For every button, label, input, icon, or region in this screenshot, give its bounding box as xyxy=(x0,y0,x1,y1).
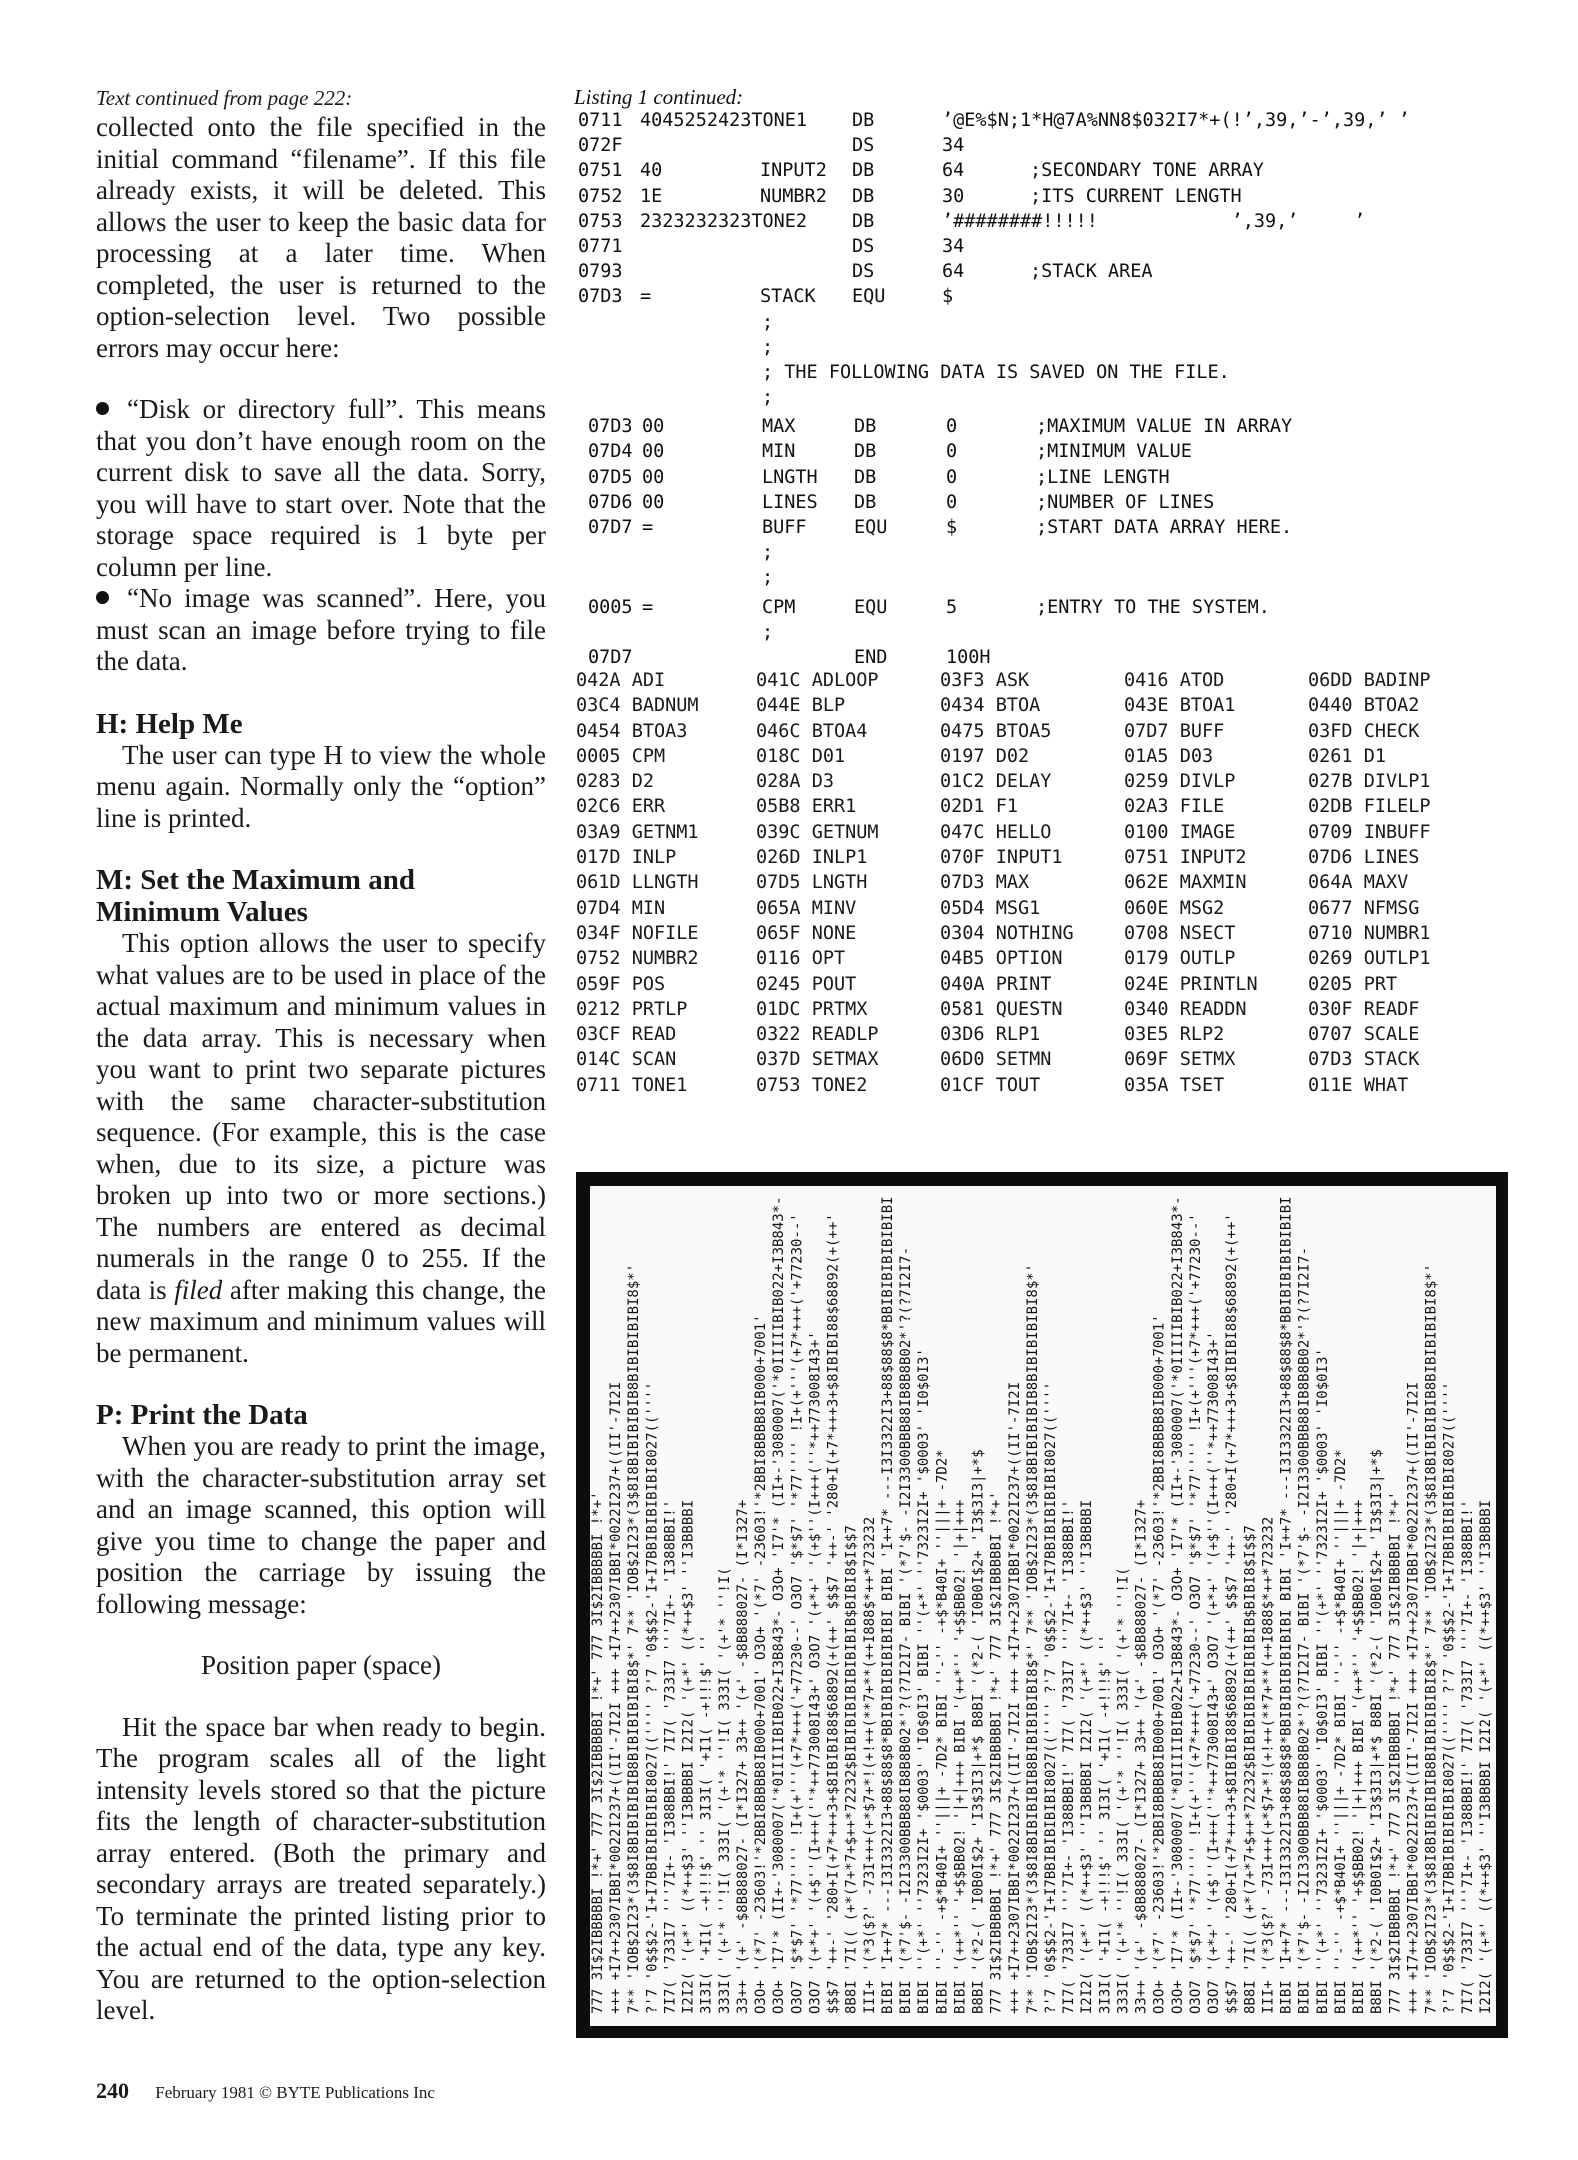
symbol-entry: 0261 D1 xyxy=(1308,745,1386,767)
bullet-icon xyxy=(96,402,109,415)
listing-op: DS xyxy=(852,235,875,257)
listing-arg: $ xyxy=(942,286,954,308)
symbol-entry: 064A MAXV xyxy=(1308,872,1409,894)
heading-set-max-min: M: Set the Maximum and Minimum Values xyxy=(96,864,415,928)
listing-cmt: ;START DATA ARRAY HERE. xyxy=(1036,517,1293,538)
listing-row xyxy=(576,517,1506,542)
printout-line: O3O7 '$*$7' '*77'''' !I+(+'''(+7*+++('+77230--' O3O7 '$*$7' '*77'''' !I+(+'''(+7*+++('+77230--' xyxy=(1187,1213,1204,2014)
printout-line: BIBI ''-'' -+$*B40I+ ''|||+ -7D2* BIBI ''-'' -+$*B40I+ ''|||+ -7D2* xyxy=(1332,1449,1349,2014)
paragraph-set-max-min-b: after making this change, the new maximum and minimum values will be permanent. xyxy=(96,1274,546,1368)
printout-line: BIBI '(*7'$- -I2I3300BBB88IB8B8B02*'?(?7I2I7- BIBI '(*7'$- -I2I3300BBB88IB8B8B02*'?(?7I2I7- xyxy=(1296,1246,1313,2014)
printout-line: 7** 'IOB$2I23*(3$8I8BIBIBIBIB8BIBIBIBIBI8$*' 7** 'IOB$2I23*(3$8I8BIBIBIBIB8BIBIBIBIBI8$*' xyxy=(1024,1263,1041,2014)
listing-arg: 34 xyxy=(942,235,965,257)
printout-line: BIBI ''-'' -+$*B40I+ ''|||+ -7D2* BIBI ''-'' -+$*B40I+ ''|||+ -7D2* xyxy=(934,1449,951,2014)
symbol-row xyxy=(576,872,1536,897)
symbol-entry: 069F SETMX xyxy=(1124,1049,1236,1071)
symbol-entry: 07D6 LINES xyxy=(1308,847,1420,869)
symbol-entry: 0454 BTOA3 xyxy=(576,720,688,742)
arg: 100H xyxy=(946,646,991,668)
symbol-entry: 07D7 BUFF xyxy=(1124,720,1225,742)
symbol-entry: 024E PRINTLN xyxy=(1124,973,1258,995)
printout-line: ?'7 '0$$$2-'I+I7BBIBIBIBIBI8027(('''' ?'7 '0$$$2-'I+I7BBIBIBIBIBI8027(('''' xyxy=(644,1381,661,2014)
semicolon: ; xyxy=(762,387,774,409)
printout-line: +++ +I7++2307IBBI*0022I237+((II'-7I2I +++ +I7++2307IBBI*0022I237+((II'-7I2I xyxy=(1006,1381,1023,2014)
continued-note: Text continued from page 222: xyxy=(96,86,353,110)
symbol-entry: 061D LLNGTH xyxy=(576,872,699,894)
page-footer xyxy=(96,2078,435,2104)
printout-line: 3I3I( '+I1( -+!!!$' '' 3I3I( '+I1( -+!!!$' '' xyxy=(698,1634,715,2014)
printout-line: BIBI '(*7'$- -I2I3300BBB88IB8B8B02*'?(?7I2I7- BIBI '(*7'$- -I2I3300BBB88IB8B8B02*'?(?7I2I7- xyxy=(898,1246,915,2014)
cmt: ;ENTRY TO THE SYSTEM. xyxy=(1036,596,1270,618)
printout-line: 777 3I$2IBBBBBI !*+' 777 3I$2IBBBBBI !*+' 777 3I$2IBBBBBI !*+' xyxy=(988,1491,1005,2014)
listing-op: EQU xyxy=(854,517,888,538)
semicolon: ; xyxy=(762,311,774,333)
printout-line: BIBI '(++*'' '+$$BB02! '|+|+++ BIBI '(++*'' '+$$BB02! '|+|+++ xyxy=(952,1499,969,2014)
listing-obj: 4045252423TONE1 xyxy=(640,110,808,131)
listing-label: NUMBR2 xyxy=(760,185,827,207)
symbol-entry: 0259 DIVLP xyxy=(1124,771,1236,793)
printout-line: III+ '(*3($?' -73I+++(+*$7+*!(+!++(**7+**(++I888$*++*723232 xyxy=(861,1516,878,2014)
symbol-entry: 042A ADI xyxy=(576,670,666,691)
printout-line: O3O7 '(+*+' '(+$''(I+++(''*++773008I43+' O3O7 '(+*+' '(+$''(I+++(''*++773008I43+' xyxy=(807,1331,824,2014)
symbol-entry: 06DD BADINP xyxy=(1308,670,1431,691)
semicolon: ; xyxy=(762,567,774,589)
listing-row xyxy=(576,135,1506,160)
code-listing xyxy=(576,84,1506,672)
symbol-entry: 02C6 ERR xyxy=(576,796,666,818)
listing-cmt: ;MINIMUM VALUE xyxy=(1036,441,1192,463)
listing-arg: 0 xyxy=(946,441,958,463)
symbol-entry: 046C BTOA4 xyxy=(756,720,868,742)
symbol-entry: 02DB FILELP xyxy=(1308,796,1431,818)
listing-obj: 00 xyxy=(642,441,665,463)
printout-line: 8B8I '7I(( (+*(7+*7+$++*72232$BIBIBIBIBIBIBIBIB$BIBI8$I$$7 xyxy=(1242,1525,1259,2014)
bullet-disk-full xyxy=(96,394,546,583)
listing-row xyxy=(576,416,1506,441)
semicolon: ; xyxy=(762,621,774,643)
printout-line: O3O+ '(*7' -23603!'*2BBI8BBBB8IB000+7001' O3O+ '(*7' -23603!'*2BBI8BBBB8IB000+7001' xyxy=(1151,1314,1168,2014)
symbol-entry: 027B DIVLP1 xyxy=(1308,771,1431,793)
symbol-entry: 035A TSET xyxy=(1124,1074,1225,1096)
article-text-column xyxy=(96,84,546,2027)
printout-line: BIBI 'I++7* ---I3I3322I3+88$88$8*BBIBIBIBIBIBIBI BIBI 'I++7* ---I3I3322I3+88$88$8*BBIBIBIBIBIBIBI xyxy=(879,1196,896,2014)
symbol-entry: 0245 POUT xyxy=(756,973,857,995)
printout-line: III+ '(*3($?' -73I+++(+*$7+*!(+!++(**7+**(++I888$*++*723232 xyxy=(1260,1516,1277,2014)
printout-line: O3O7 '(+*+' '(+$''(I+++(''*++773008I43+' O3O7 '(+*+' '(+$''(I+++(''*++773008I43+' xyxy=(1206,1331,1223,2014)
heading-print-data: P: Print the Data xyxy=(96,1399,308,1431)
listing-cmt: ;MAXIMUM VALUE IN ARRAY xyxy=(1036,416,1293,438)
symbol-entry: 05B8 ERR1 xyxy=(756,796,857,818)
printout-line: O3O7 '$*$7' '*77'''' !I+(+'''(+7*+++('+77230--' O3O7 '$*$7' '*77'''' !I+(+'''(+7*+++('+77230--' xyxy=(789,1213,806,2014)
symbol-entry: 01A5 D03 xyxy=(1124,745,1214,767)
symbol-entry: 0205 PRT xyxy=(1308,973,1398,995)
addr: 0005 xyxy=(588,596,633,618)
printout-line: 7I7( '733I7 '''7I+- 'I388BBI!' 7I7( '733I7 '''7I+- 'I388BBI!' xyxy=(1459,1499,1476,2014)
symbol-entry: 06D0 SETMN xyxy=(940,1049,1052,1071)
listing-arg: ’@E%$N;1*H@7A%NN8$032I7*+(!’,39,’-’,39,’ ’ xyxy=(942,110,1410,131)
symbol-entry: 07D3 STACK xyxy=(1308,1049,1420,1071)
printout-line: B8BI '(*2-( 'I0B0I$2+ 'I3$3I3|+*$ B8BI '(*2-( 'I0B0I$2+ 'I3$3I3|+*$ xyxy=(1369,1449,1386,2014)
symbol-entry: 011E WHAT xyxy=(1308,1074,1409,1096)
printout-line: I2I2( '(+*' ((*++$3' ''I3BBBBI I2I2( '(+*' ((*++$3' ''I3BBBBI xyxy=(1477,1499,1494,2014)
symbol-entry: 03C4 BADNUM xyxy=(576,695,699,717)
printout-line: 7I7( '733I7 '''7I+- 'I388BBI!' 7I7( '733I7 '''7I+- 'I388BBI!' xyxy=(1061,1499,1078,2014)
listing-addr: 072F xyxy=(578,135,623,157)
listing-addr: 0752 xyxy=(578,185,623,207)
symbol-table xyxy=(576,670,1536,1100)
listing-arg: 0 xyxy=(946,491,958,513)
listing-addr: 07D7 xyxy=(588,517,633,538)
listing-arg: 0 xyxy=(946,466,958,488)
printout-line: B8BI '(*2-( 'I0B0I$2+ 'I3$3I3|+*$ B8BI '(*2-( 'I0B0I$2+ 'I3$3I3|+*$ xyxy=(970,1449,987,2014)
symbol-entry: 05D4 MSG1 xyxy=(940,897,1041,919)
paragraph-print: When you are ready to print the image, with the character-substitution array set and an image scanned, this option will give you time to change the paper and position the carriage by issuing the following message: xyxy=(96,1431,546,1619)
listing-semicolon xyxy=(576,542,1506,567)
symbol-entry: 0709 INBUFF xyxy=(1308,821,1431,843)
listing-label: BUFF xyxy=(762,517,807,538)
listing-label: LINES xyxy=(762,491,818,513)
printout-line: I2I2( '(+*' ((*++$3' ''I3BBBBI I2I2( '(+*' ((*++$3' ''I3BBBBI xyxy=(1079,1499,1096,2014)
symbol-row xyxy=(576,974,1536,999)
symbol-entry: 0711 TONE1 xyxy=(576,1074,688,1096)
printout-line: 33++ '(+' -$8B888027- (I*I327+ 33++ '(+' -$8B888027- (I*I327+ xyxy=(734,1499,751,2014)
bullet-disk-full-text: “Disk or directory full”. This means that you don’t have enough room on the current disk to save all the data. Sorry, you will have to start over. Note that the storage space required is 1 byte per column per line. xyxy=(96,394,546,582)
listing-cmt: ;ITS CURRENT LENGTH xyxy=(1030,185,1242,207)
symbol-entry: 062E MAXMIN xyxy=(1124,872,1247,894)
symbol-entry: 0751 INPUT2 xyxy=(1124,847,1247,869)
symbol-entry: 03F3 ASK xyxy=(940,670,1030,691)
listing-data-rows xyxy=(576,416,1506,542)
listing-end-row xyxy=(576,647,1506,672)
printout-line: 777 3I$2IBBBBBI !*+' 777 3I$2IBBBBBI !*+' 777 3I$2IBBBBBI !*+' xyxy=(590,1491,606,2014)
symbol-entry: 0100 IMAGE xyxy=(1124,821,1236,843)
listing-semicolon xyxy=(576,622,1506,647)
symbol-row xyxy=(576,1024,1536,1049)
listing-obj: = xyxy=(640,286,652,308)
semicolon: ; xyxy=(762,336,774,358)
printout-line: 3I3I( '+I1( -+!!!$' '' 3I3I( '+I1( -+!!!$' '' xyxy=(1097,1634,1114,2014)
listing-op: DB xyxy=(852,185,875,207)
printout-line: BIBI 'I++7* ---I3I3322I3+88$88$8*BBIBIBIBIBIBIBI BIBI 'I++7* ---I3I3322I3+88$88$8*BBIBIBIBIBIBIBI xyxy=(1278,1196,1295,2014)
symbol-entry: 0179 OUTLP xyxy=(1124,948,1236,970)
symbol-entry: 0005 CPM xyxy=(576,745,666,767)
symbol-entry: 0581 QUESTN xyxy=(940,998,1063,1020)
listing-label: MAX xyxy=(762,416,796,438)
symbol-row xyxy=(576,771,1536,796)
bullet-icon xyxy=(96,591,109,604)
symbol-entry: 03A9 GETNM1 xyxy=(576,821,699,843)
symbol-entry: 0322 READLP xyxy=(756,1024,879,1046)
printout-line: 7** 'IOB$2I23*(3$8I8BIBIBIBIB8BIBIBIBIBI8$*' 7** 'IOB$2I23*(3$8I8BIBIBIBIB8BIBIBIBIBI8$*' xyxy=(1423,1263,1440,2014)
listing-row xyxy=(576,236,1506,261)
symbol-entry: 070F INPUT1 xyxy=(940,847,1063,869)
character-picture-printout xyxy=(576,1172,1508,2038)
printout-line: 7I7( '733I7 '''7I+- 'I388BBI!' 7I7( '733I7 '''7I+- 'I388BBI!' xyxy=(662,1499,679,2014)
listing-comment xyxy=(576,362,1506,387)
listing-addr: 07D3 xyxy=(578,286,623,308)
listing-arg: 64 xyxy=(942,261,965,283)
listing-row xyxy=(576,211,1506,236)
printout-line: BIBI '(++*'' '+$$BB02! '|+|+++ BIBI '(++*'' '+$$BB02! '|+|+++ xyxy=(1351,1499,1368,2014)
symbol-entry: 065F NONE xyxy=(756,922,857,944)
addr: 07D7 xyxy=(588,646,633,668)
op: EQU xyxy=(854,596,888,618)
symbol-entry: 04B5 OPTION xyxy=(940,948,1063,970)
listing-arg: 0 xyxy=(946,416,958,438)
printout-line: 777 3I$2IBBBBBI !*+' 777 3I$2IBBBBBI !*+' 777 3I$2IBBBBBI !*+' xyxy=(1387,1491,1404,2014)
listing-addr: 0711 xyxy=(578,110,623,131)
semicolon: ; xyxy=(762,542,774,564)
listing-semicolon xyxy=(576,567,1506,592)
symbol-entry: 026D INLP1 xyxy=(756,847,868,869)
symbol-entry: 0677 NFMSG xyxy=(1308,897,1420,919)
symbol-row xyxy=(576,695,1536,720)
printout-line: 333I( '(+'* ''!I( 333I( '(+'* ''!I( 333I( '(+'* ''!I( xyxy=(1115,1567,1132,2014)
printout-line: 333I( '(+'* ''!I( 333I( '(+'* ''!I( 333I( '(+'* ''!I( xyxy=(716,1567,733,2014)
printout-characters xyxy=(590,1186,1496,2026)
symbol-entry: 044E BLP xyxy=(756,695,846,717)
listing-label: MIN xyxy=(762,441,796,463)
listing-cmt: ;LINE LENGTH xyxy=(1036,466,1170,488)
symbol-entry: 014C SCAN xyxy=(576,1049,677,1071)
symbol-entry: 01C2 DELAY xyxy=(940,771,1052,793)
printout-line: 7** 'IOB$2I23*(3$8I8BIBIBIBIB8BIBIBIBIBI8$*' 7** 'IOB$2I23*(3$8I8BIBIBIBIB8BIBIBIBIBI8$*' xyxy=(626,1263,643,2014)
listing-label: STACK xyxy=(760,286,816,308)
listing-obj: 2323232323TONE2 xyxy=(640,210,808,232)
printout-line: +++ +I7++2307IBBI*0022I237+((II'-7I2I +++ +I7++2307IBBI*0022I237+((II'-7I2I xyxy=(608,1381,625,2014)
symbol-entry: 060E MSG2 xyxy=(1124,897,1225,919)
printout-line: ?'7 '0$$$2-'I+I7BBIBIBIBIBI8027(('''' ?'7 '0$$$2-'I+I7BBIBIBIBIBI8027(('''' xyxy=(1441,1381,1458,2014)
paragraph-help: The user can type H to view the whole menu again. Normally only the “option” line is printed. xyxy=(96,739,546,833)
printout-line: $$$7 '++-' '280+I(+7*+++3+$8IBIBI88$68892(+(++' $$$7 '++-' '280+I(+7*+++3+$8IBIBI88$68892(+(++' xyxy=(1224,1213,1241,2014)
printout-line: BIBI ''(+*' ''7323I2I+ '$0003' 'I0$0I3' BIBI ''(+*' ''7323I2I+ '$0003' 'I0$0I3' xyxy=(916,1348,933,2014)
listing-addr: 0753 xyxy=(578,210,623,232)
printout-line: 8B8I '7I(( (+*(7+*7+$++*72232$BIBIBIBIBIBIBIBIB$BIBI8$I$$7 xyxy=(843,1525,860,2014)
symbol-entry: 041C ADLOOP xyxy=(756,670,879,691)
symbol-row xyxy=(576,796,1536,821)
listing-addr: 07D5 xyxy=(588,466,633,488)
listing-arg: $ xyxy=(946,517,958,538)
paragraph-set-max-min-emphasis: filed xyxy=(174,1274,223,1305)
footer-credit: February 1981 © BYTE Publications Inc xyxy=(155,2083,435,2102)
listing-obj: 00 xyxy=(642,416,665,438)
printout-line: +++ +I7++2307IBBI*0022I237+((II'-7I2I +++ +I7++2307IBBI*0022I237+((II'-7I2I xyxy=(1405,1381,1422,2014)
symbol-entry: 0707 SCALE xyxy=(1308,1024,1420,1046)
symbol-entry: 043E BTOA1 xyxy=(1124,695,1236,717)
paragraph-set-max-min-a: This option allows the user to specify what values are to be used in place of the actual maximum and minimum values in the data array. This is necessary when you want to print two separate pictures with the same character-substitution sequence. (For example, this is the case when, due to its size, a picture was broken up into two or more sections.) The numbers are entered as decimal numerals in the range 0 to 255. If the data is xyxy=(96,928,546,1305)
symbol-entry: 030F READF xyxy=(1308,998,1420,1020)
symbol-entry: 0752 NUMBR2 xyxy=(576,948,699,970)
symbol-entry: 0116 OPT xyxy=(756,948,846,970)
symbol-entry: 0304 NOTHING xyxy=(940,922,1074,944)
listing-top-rows xyxy=(576,110,1506,312)
listing-row xyxy=(576,261,1506,286)
listing-cpm-row xyxy=(576,597,1506,622)
listing-cmt: ;SECONDARY TONE ARRAY xyxy=(1030,160,1264,182)
listing-semicolon xyxy=(576,337,1506,362)
op: END xyxy=(854,646,888,668)
printout-line: O3O+ 'I7'* (II+-'3080007('*0IIIIIBIB022+I3B843*- O3O+ 'I7'* (II+-'3080007('*0IIIIIBIB022+I3B843*- xyxy=(1169,1196,1186,2014)
listing-obj: 40 xyxy=(640,160,663,182)
printout-line: O3O+ '(*7' -23603!'*2BBI8BBBB8IB000+7001' O3O+ '(*7' -23603!'*2BBI8BBBB8IB000+7001' xyxy=(753,1314,770,2014)
listing-arg: ’########!!!!! ’,39,’ ’ xyxy=(942,210,1366,232)
symbol-row xyxy=(576,999,1536,1024)
listing-addr: 07D6 xyxy=(588,491,633,513)
listing-cmt: ;NUMBER OF LINES xyxy=(1036,491,1215,513)
symbol-entry: 07D4 MIN xyxy=(576,897,666,919)
symbol-entry: 034F NOFILE xyxy=(576,922,699,944)
printout-paper xyxy=(590,1186,1496,2026)
symbol-entry: 065A MINV xyxy=(756,897,857,919)
printout-line: I2I2( '(+*' ((*++$3' ''I3BBBBI I2I2( '(+*' ((*++$3' ''I3BBBBI xyxy=(680,1499,697,2014)
bullet-no-image xyxy=(96,583,546,678)
listing-label: INPUT2 xyxy=(760,160,827,182)
symbol-entry: 0340 READDN xyxy=(1124,998,1247,1020)
symbol-row xyxy=(576,670,1536,695)
listing-arg: 30 xyxy=(942,185,965,207)
symbol-row xyxy=(576,822,1536,847)
paragraph-print-final: Hit the space bar when ready to begin. The program scales all of the light intensity levels stored so that the picture fits the length of character-substitution array entered. (Both the primary and secondary arrays are treated separately.) To terminate the printed listing prior to the actual end of the data, type any key. You are returned to the option-selection level. xyxy=(96,1711,546,2025)
arg: 5 xyxy=(946,596,958,618)
symbol-entry: 03FD CHECK xyxy=(1308,720,1420,742)
listing-addr: 07D3 xyxy=(588,416,633,438)
symbol-entry: 0269 OUTLP1 xyxy=(1308,948,1431,970)
listing-row xyxy=(576,492,1506,517)
label: CPM xyxy=(762,596,796,618)
symbol-entry: 01DC PRTMX xyxy=(756,998,868,1020)
symbol-entry: 059F POS xyxy=(576,973,666,995)
symbol-entry: 047C HELLO xyxy=(940,821,1052,843)
symbol-entry: 02A3 FILE xyxy=(1124,796,1225,818)
obj: = xyxy=(642,596,654,618)
symbol-entry: 0212 PRTLP xyxy=(576,998,688,1020)
listing-addr: 0751 xyxy=(578,160,623,182)
listing-title: Listing 1 continued: xyxy=(574,85,744,109)
symbol-entry: 0197 D02 xyxy=(940,745,1030,767)
printout-line: ?'7 '0$$$2-'I+I7BBIBIBIBIBI8027(('''' ?'7 '0$$$2-'I+I7BBIBIBIBIBI8027(('''' xyxy=(1043,1381,1059,2014)
listing-row xyxy=(576,186,1506,211)
symbol-row xyxy=(576,1049,1536,1074)
symbol-entry: 0710 NUMBR1 xyxy=(1308,922,1431,944)
symbol-entry: 0708 NSECT xyxy=(1124,922,1236,944)
listing-obj: 00 xyxy=(642,466,665,488)
symbol-row xyxy=(576,1075,1536,1100)
symbol-entry: 037D SETMAX xyxy=(756,1049,879,1071)
listing-op: DB xyxy=(854,466,877,488)
symbol-entry: 03D6 RLP1 xyxy=(940,1024,1041,1046)
paragraph-file-intro: collected onto the file specified in the initial command “filename”. If this file already exists, it will be deleted. This allows the user to keep the basic data for processing at a later time. When completed, the user is returned to the option-selection level. Two possible errors may occur here: xyxy=(96,112,546,363)
listing-addr: 0771 xyxy=(578,235,623,257)
symbol-entry: 02D1 F1 xyxy=(940,796,1018,818)
symbol-entry: 01CF TOUT xyxy=(940,1074,1041,1096)
symbol-row xyxy=(576,721,1536,746)
listing-addr: 07D4 xyxy=(588,441,633,463)
printout-line: BIBI ''(+*' ''7323I2I+ '$0003' 'I0$0I3' BIBI ''(+*' ''7323I2I+ '$0003' 'I0$0I3' xyxy=(1314,1348,1331,2014)
listing-semicolon xyxy=(576,312,1506,337)
symbol-row xyxy=(576,847,1536,872)
symbol-entry: 07D3 MAX xyxy=(940,872,1030,894)
listing-op: DS xyxy=(852,261,875,283)
symbol-entry: 0434 BTOA xyxy=(940,695,1041,717)
listing-cmt: ;STACK AREA xyxy=(1030,261,1153,283)
symbol-row xyxy=(576,898,1536,923)
listing-op: DB xyxy=(852,110,875,131)
listing-semicolon xyxy=(576,387,1506,412)
position-paper-message: Position paper (space) xyxy=(201,1650,441,1680)
page-number: 240 xyxy=(96,2078,129,2103)
printout-line: O3O+ 'I7'* (II+-'3080007('*0IIIIIBIB022+I3B843*- O3O+ 'I7'* (II+-'3080007('*0IIIIIBIB022+I3B843*- xyxy=(771,1196,788,2014)
listing-arg: 64 xyxy=(942,160,965,182)
listing-obj: = xyxy=(642,517,654,538)
bullet-no-image-text: “No image was scanned”. Here, you must scan an image before trying to file the data. xyxy=(96,583,546,676)
symbol-entry: 040A PRINT xyxy=(940,973,1052,995)
symbol-entry: 03CF READ xyxy=(576,1024,677,1046)
comment-line: ; THE FOLLOWING DATA IS SAVED ON THE FILE. xyxy=(762,361,1230,383)
listing-op: DB xyxy=(854,441,877,463)
symbol-row xyxy=(576,923,1536,948)
listing-op: DB xyxy=(854,416,877,438)
symbol-row xyxy=(576,746,1536,771)
symbol-entry: 0416 ATOD xyxy=(1124,670,1225,691)
listing-row xyxy=(576,467,1506,492)
symbol-entry: 03E5 RLP2 xyxy=(1124,1024,1225,1046)
listing-op: DB xyxy=(852,210,875,232)
printout-line: $$$7 '++-' '280+I(+7*+++3+$8IBIBI88$68892(+(++' $$$7 '++-' '280+I(+7*+++3+$8IBIBI88$68892(+(++' xyxy=(825,1213,842,2014)
symbol-entry: 0440 BTOA2 xyxy=(1308,695,1420,717)
heading-help-me: H: Help Me xyxy=(96,707,243,740)
listing-obj: 00 xyxy=(642,491,665,513)
symbol-entry: 0283 D2 xyxy=(576,771,654,793)
symbol-entry: 018C D01 xyxy=(756,745,846,767)
listing-row xyxy=(576,441,1506,466)
listing-op: EQU xyxy=(852,286,886,308)
symbol-entry: 07D5 LNGTH xyxy=(756,872,868,894)
printout-line: 33++ '(+' -$8B888027- (I*I327+ 33++ '(+' -$8B888027- (I*I327+ xyxy=(1133,1499,1150,2014)
listing-row xyxy=(576,110,1506,135)
listing-obj: 1E xyxy=(640,185,663,207)
listing-label: LNGTH xyxy=(762,466,818,488)
listing-op: DB xyxy=(852,160,875,182)
listing-addr: 0793 xyxy=(578,261,623,283)
symbol-entry: 028A D3 xyxy=(756,771,834,793)
symbol-entry: 017D INLP xyxy=(576,847,677,869)
paragraph-set-max-min xyxy=(96,928,546,1369)
symbol-entry: 0475 BTOA5 xyxy=(940,720,1052,742)
symbol-entry: 0753 TONE2 xyxy=(756,1074,868,1096)
symbol-entry: 039C GETNUM xyxy=(756,821,879,843)
listing-row xyxy=(576,286,1506,311)
listing-arg: 34 xyxy=(942,135,965,157)
listing-row xyxy=(576,160,1506,185)
symbol-row xyxy=(576,948,1536,973)
listing-op: DS xyxy=(852,135,875,157)
listing-op: DB xyxy=(854,491,877,513)
